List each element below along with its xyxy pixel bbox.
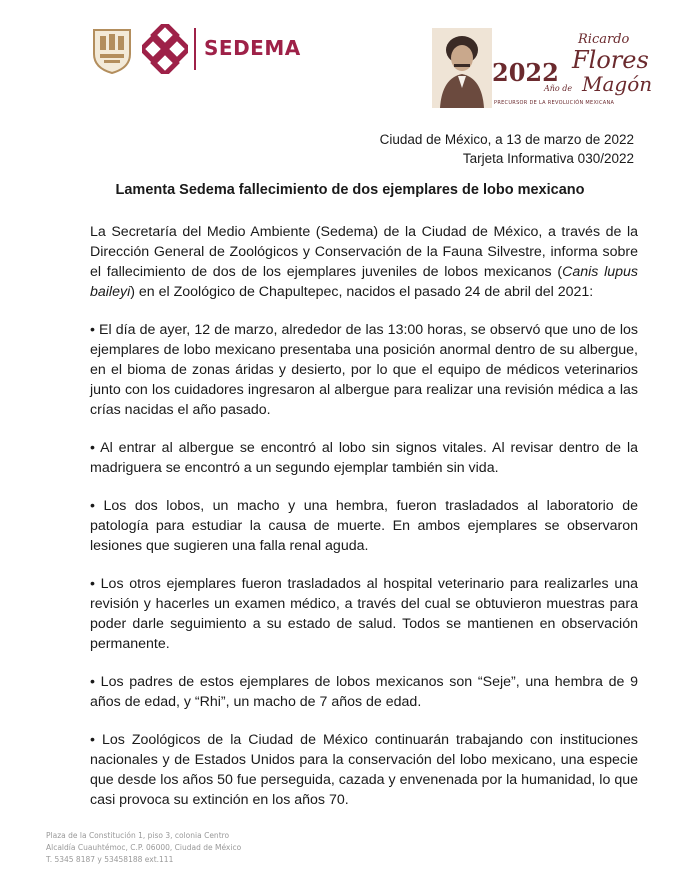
- name-second: Flores: [572, 46, 649, 74]
- bullet-paragraph: • Los otros ejemplares fueron trasladados al hospital veterinario para realizarles una revisión y hacerles un examen médico, a través del cual se obtuvieron muestras para poder darle seguimiento a su estado de salud. Todos se mantienen en observación permanente.: [90, 576, 638, 652]
- card-number: Tarjeta Informativa 030/2022: [462, 151, 634, 166]
- bullet-paragraph: • El día de ayer, 12 de marzo, alrededor de las 13:00 horas, se observó que uno de los ejemplares de lobo mexicano presentaba una posición anormal dentro de su albergue, en el bioma de zonas áridas y desierto, por lo que el equipo de médicos veterinarios junto con los cuidadores ingresaron al albergue para realizar una revisión médica a las crías nacidas el año pasado.: [90, 322, 638, 418]
- name-first: Ricardo: [578, 32, 630, 47]
- sedema-emblem-icon: [142, 24, 188, 74]
- cdmx-shield-logo-icon: [92, 26, 132, 74]
- footer-address: [46, 830, 241, 866]
- tagline: PRECURSOR DE LA REVOLUCIÓN MEXICANA: [494, 100, 615, 106]
- footer-line: T. 5345 8187 y 53458188 ext.111: [46, 855, 174, 864]
- letterhead: [0, 0, 700, 120]
- intro-text-b: ) en el Zoológico de Chapultepec, nacidos el pasado 24 de abril del 2021:: [130, 284, 594, 300]
- name-third: Magón: [582, 72, 653, 96]
- intro-species-name: Canis lupus baileyi: [90, 264, 638, 300]
- footer-line: Plaza de la Constitución 1, piso 3, colonia Centro: [46, 831, 230, 840]
- sedema-wordmark: SEDEMA: [204, 36, 301, 60]
- intro-text-a: La Secretaría del Medio Ambiente (Sedema) de la Ciudad de México, a través de la Dirección General de Zoológicos y Conservación de la Fauna Silvestre, informa sobre el fallecimiento de dos de los ejemplares juveniles de lobos mexicanos (: [90, 224, 638, 280]
- place-date: Ciudad de México, a 13 de marzo de 2022: [379, 132, 634, 147]
- year-label: 2022: [492, 58, 559, 87]
- ricardo-flores-magon-seal: [432, 24, 653, 112]
- bullet-paragraph: • Los Zoológicos de la Ciudad de México continuarán trabajando con instituciones nacionales y de Estados Unidos para la conservación del lobo mexicano, una especie que desde los años 50 fue perseguida, cazada y envenenada por la humanidad, lo que casi provoca su extinción en los años 70.: [90, 732, 638, 808]
- document-body: [90, 222, 638, 828]
- intro-paragraph: [90, 222, 638, 302]
- document-title: Lamenta Sedema fallecimiento de dos ejemplares de lobo mexicano: [115, 182, 585, 198]
- bullet-paragraph: • Los padres de estos ejemplares de lobos mexicanos son “Seje”, una hembra de 9 años de edad, y “Rhi”, un macho de 7 años de edad.: [90, 674, 638, 710]
- portrait-icon: [432, 28, 492, 108]
- logo-divider: [194, 28, 196, 70]
- bullet-paragraph: • Al entrar al albergue se encontró al lobo sin signos vitales. Al revisar dentro de la madriguera se encontró a un segundo ejemplar también sin vida.: [90, 440, 638, 476]
- document-meta: [380, 130, 634, 168]
- year-sub-label: Año de: [544, 84, 573, 93]
- bullet-paragraph: • Los dos lobos, un macho y una hembra, fueron trasladados al laboratorio de patología para estudiar la causa de muerte. En ambos ejemplares se observaron lesiones que sugieren una falla renal aguda.: [90, 498, 638, 554]
- footer-line: Alcaldía Cuauhtémoc, C.P. 06000, Ciudad de México: [46, 843, 242, 852]
